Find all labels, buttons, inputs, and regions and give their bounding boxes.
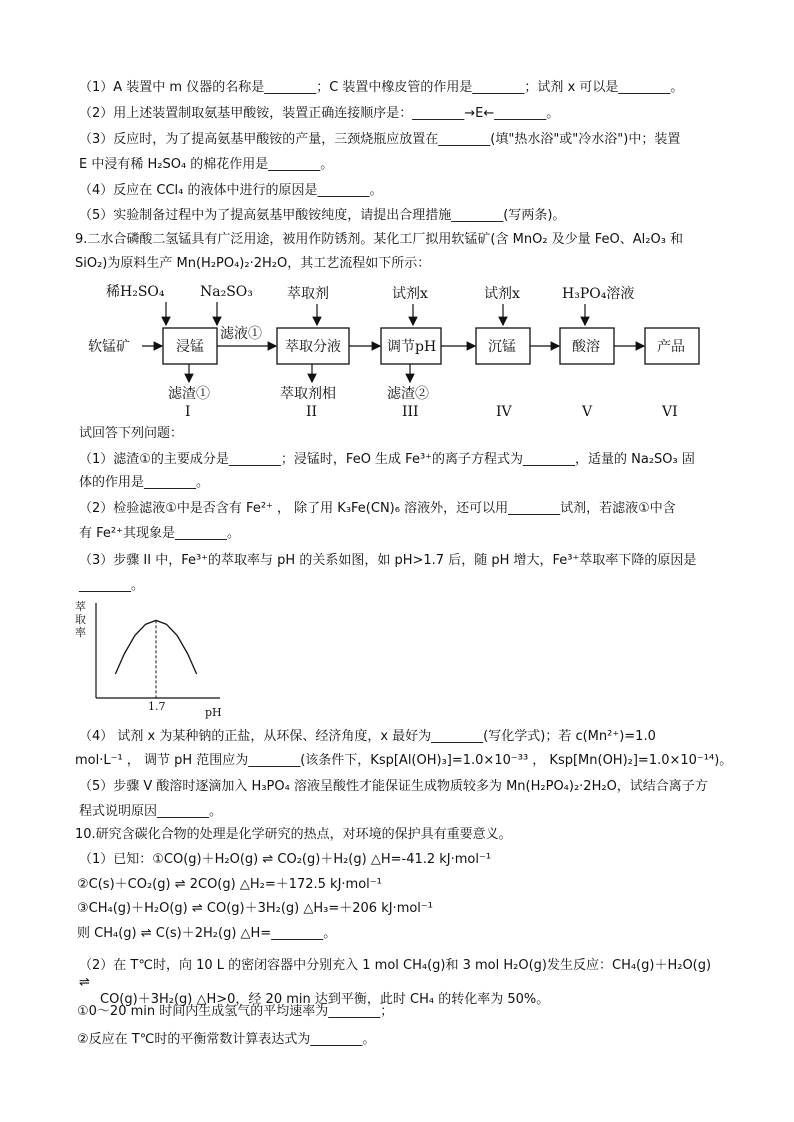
q9-part5: （5）步骤 V 酸溶时逐滴加入 H₃PO₄ 溶液呈酸性才能保证生成物质较多为 Mn(H₂PO₄)₂·2H₂O，试结合离子方	[79, 779, 708, 794]
q9-part2-cont: 有 Fe²⁺其现象是________。	[79, 526, 240, 541]
q10-part2: （2）在 T℃时，向 10 L 的密闭容器中分别充入 1 mol CH₄(g)和 3 mol H₂O(g)发生反应：CH₄(g)＋H₂O(g)	[79, 958, 712, 973]
q8-part3-cont: E 中浸有稀 H₂SO₄ 的棉花作用是________。	[79, 157, 334, 172]
q9-intro: 9.二水合磷酸二氢锰具有广泛用途，被用作防锈剂。某化工厂拟用软锰矿(含 MnO₂ 及少量 FeO、Al₂O₃ 和	[75, 232, 684, 247]
input-reagent-x2: 试剂x	[484, 286, 520, 302]
q10-target: 则 CH₄(g) ⇌ C(s)＋2H₂(g) △H=________。	[77, 926, 337, 941]
step-1: I	[185, 404, 191, 420]
step-2: II	[306, 404, 318, 420]
output-residue1: 滤渣①	[168, 386, 210, 402]
q9-part2: （2）检验滤液①中是否含有 Fe²⁺ ， 除了用 K₃Fe(CN)₆ 溶液外，还可以用________试剂，若滤液①中含	[79, 501, 676, 516]
chart-xlabel: pH	[205, 706, 222, 719]
q10-sub2: ②反应在 T℃时的平衡常数计算表达式为________。	[77, 1032, 376, 1047]
q8-part4: （4）反应在 CCl₄ 的液体中进行的原因是________。	[79, 183, 383, 198]
q9-part3: （3）步骤 II 中，Fe³⁺的萃取率与 pH 的关系如图，如 pH>1.7 后，随 pH 增大，Fe³⁺萃取率下降的原因是	[79, 553, 697, 568]
chart-ylabel-1: 萃	[75, 600, 86, 613]
q9-part4: （4） 试剂 x 为某种钠的正盐，从环保、经济角度，x 最好为________(写化学式)；若 c(Mn²⁺)=1.0	[79, 729, 656, 744]
chart-plot-area	[115, 620, 196, 713]
box-precipitate-label: 沉锰	[488, 339, 516, 355]
input-extractant: 萃取剂	[287, 286, 329, 302]
input-h2so4: 稀H₂SO₄	[106, 284, 165, 300]
chart-ylabel-2: 取	[75, 613, 86, 626]
q9-part1-cont: 体的作用是________。	[79, 475, 210, 490]
q10-part2-arrow: ⇌	[79, 975, 90, 990]
q9-intro-cont: SiO₂)为原料生产 Mn(H₂PO₄)₂·2H₂O，其工艺流程如下所示：	[75, 256, 431, 271]
q9-part5-cont: 程式说明原因________。	[79, 804, 223, 819]
box-adjust-ph-label: 调节pH	[387, 339, 437, 355]
output-extract-phase: 萃取剂相	[280, 386, 336, 402]
input-na2so3: Na₂SO₃	[200, 284, 253, 300]
q9-prompt: 试回答下列问题：	[79, 426, 184, 441]
q8-part2: （2）用上述装置制取氨基甲酸铵，装置正确连接顺序是：________→E←________。	[79, 106, 560, 121]
step-4: IV	[496, 404, 512, 420]
extraction-rate-chart	[70, 598, 230, 723]
step-6: VI	[662, 404, 678, 420]
start-material: 软锰矿	[88, 339, 130, 355]
output-residue2: 滤渣②	[387, 386, 429, 402]
box-extract-label: 萃取分液	[285, 339, 341, 355]
step-3: III	[402, 404, 419, 420]
input-h3po4: H₃PO₄溶液	[562, 286, 635, 302]
q10-eq1: （1）已知：①CO(g)＋H₂O(g) ⇌ CO₂(g)＋H₂(g) △H=-41.2 kJ·mol⁻¹	[79, 852, 492, 867]
step-5: V	[582, 404, 593, 420]
filtrate-label: 滤液①	[220, 326, 262, 342]
q9-part1: （1）滤渣①的主要成分是________；浸锰时，FeO 生成 Fe³⁺的离子方程式为________，适量的 Na₂SO₃ 固	[79, 452, 695, 467]
input-reagent-x1: 试剂x	[392, 286, 428, 302]
chart-ylabel-3: 率	[75, 626, 86, 639]
q10-sub1: ①0～20 min 时间内生成氢气的平均速率为________；	[77, 1004, 394, 1019]
x-tick-label: 1.7	[148, 700, 166, 713]
q8-part5: （5）实验制备过程中为了提高氨基甲酸铵纯度，请提出合理措施________(写两条)。	[79, 208, 566, 223]
q8-part3: （3）反应时，为了提高氨基甲酸铵的产量，三颈烧瓶应放置在________(填"热水浴"或"冷水浴")中；装置	[79, 132, 681, 147]
box-product-label: 产品	[657, 339, 685, 355]
process-flow-diagram	[82, 278, 722, 423]
q10-part2-cont: CO(g)＋3H₂(g) △H>0，经 20 min 达到平衡，此时 CH₄ 的转化率为 50%。	[100, 992, 550, 1007]
q10-eq3: ③CH₄(g)＋H₂O(g) ⇌ CO(g)＋3H₂(g) △H₃=＋206 kJ·mol⁻¹	[77, 901, 433, 916]
q9-part3-cont: ________。	[79, 578, 145, 593]
q9-part4-cont: mol·L⁻¹ ， 调节 pH 范围应为________(该条件下，Ksp[Al(OH)₃]=1.0×10⁻³³ ， Ksp[Mn(OH)₂]=1.0×10⁻¹⁴)。	[75, 753, 733, 768]
q10-eq2: ②C(s)＋CO₂(g) ⇌ 2CO(g) △H₂=＋172.5 kJ·mol⁻¹	[77, 877, 382, 892]
box-leach-label: 浸锰	[176, 339, 204, 355]
box-acid-dissolve-label: 酸溶	[572, 339, 600, 355]
q8-part1: （1）A 装置中 m 仪器的名称是________；C 装置中橡皮管的作用是________；试剂 x 可以是________。	[79, 80, 684, 95]
q10-intro: 10.研究含碳化合物的处理是化学研究的热点，对环境的保护具有重要意义。	[75, 827, 512, 842]
